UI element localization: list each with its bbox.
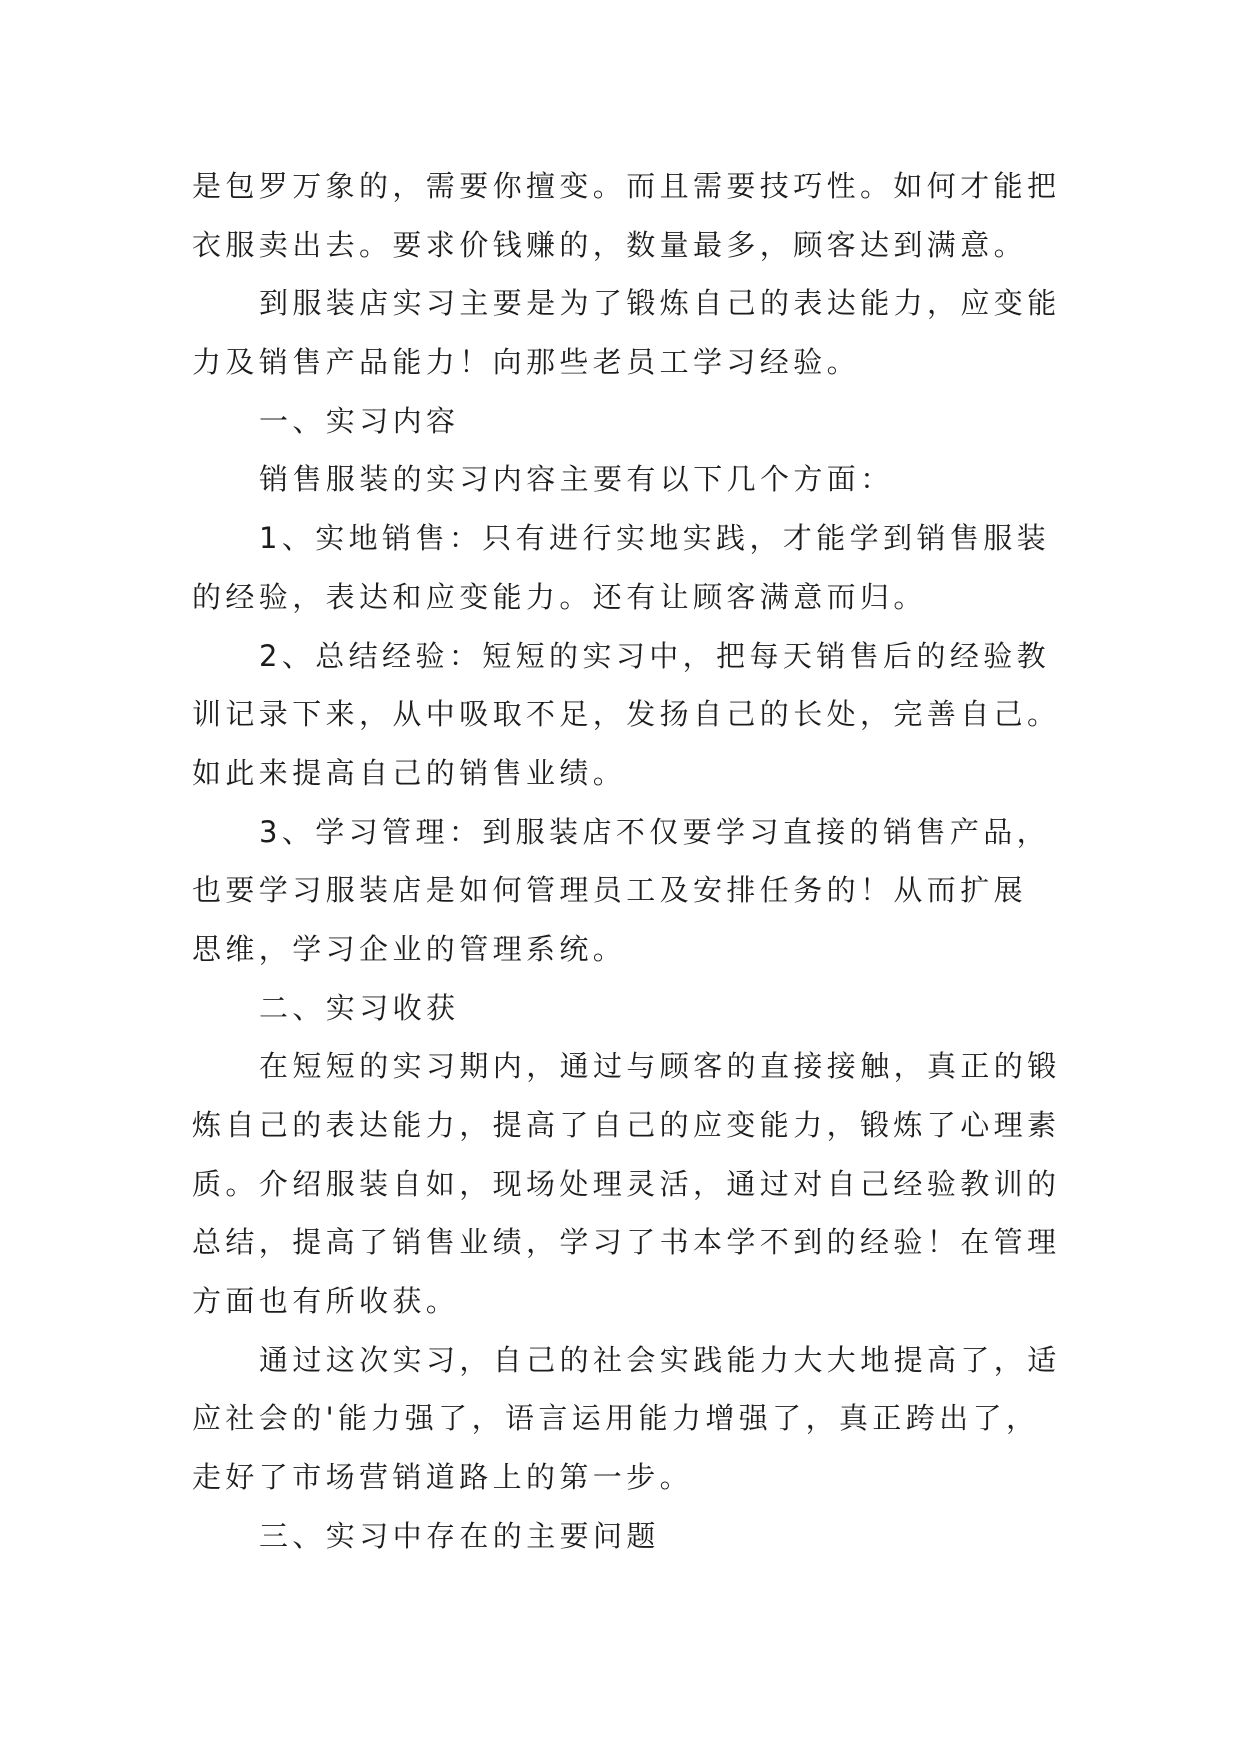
text-line: 在短短的实习期内，通过与顾客的直接接触，真正的锻 — [259, 1049, 1061, 1084]
text-line: 应社会的'能力强了，语言运用能力增强了，真正跨出了， — [192, 1401, 1040, 1436]
heading-text: 二、实习收获 — [259, 990, 460, 1025]
list-item-1 — [192, 509, 1152, 626]
text-line: 力及销售产品能力！向那些老员工学习经验。 — [192, 345, 861, 380]
paragraph-summary — [192, 1331, 1152, 1507]
text-line: 走好了市场营销道路上的第一步。 — [192, 1460, 694, 1495]
paragraph-purpose — [192, 274, 1152, 391]
paragraph-intro-continuation — [192, 157, 1152, 274]
text-line: 销售服装的实习内容主要有以下几个方面： — [259, 462, 894, 497]
text-line: 3、学习管理：到服装店不仅要学习直接的销售产品， — [259, 814, 1051, 849]
text-line: 炼自己的表达能力，提高了自己的应变能力，锻炼了心理素 — [192, 1108, 1061, 1142]
text-line: 的经验，表达和应变能力。还有让顾客满意而归。 — [192, 579, 927, 614]
text-line: 2、总结经验：短短的实习中，把每天销售后的经验教 — [259, 638, 1051, 673]
text-line: 到服装店实习主要是为了锻炼自己的表达能力，应变能 — [259, 286, 1061, 321]
list-item-3 — [192, 803, 1152, 979]
section-heading-3 — [192, 1507, 1152, 1566]
section-heading-2 — [192, 979, 1152, 1038]
text-line: 质。介绍服装自如，现场处理灵活，通过对自己经验教训的 — [192, 1166, 1061, 1201]
text-line: 训记录下来，从中吸取不足，发扬自己的长处，完善自己。 — [192, 697, 1061, 732]
text-line: 如此来提高自己的销售业绩。 — [192, 755, 627, 790]
heading-text: 三、实习中存在的主要问题 — [259, 1518, 660, 1553]
text-line: 方面也有所收获。 — [192, 1284, 460, 1319]
heading-text: 一、实习内容 — [259, 403, 460, 438]
list-item-2 — [192, 627, 1152, 803]
paragraph-content-intro — [192, 450, 1152, 509]
text-line: 是包罗万象的，需要你擅变。而且需要技巧性。如何才能把 — [192, 169, 1061, 203]
text-line: 通过这次实习，自己的社会实践能力大大地提高了，适 — [259, 1342, 1061, 1377]
text-line: 1、实地销售：只有进行实地实践，才能学到销售服装 — [259, 521, 1051, 556]
text-line: 也要学习服装店是如何管理员工及安排任务的！从而扩展 — [192, 873, 1028, 908]
text-line: 衣服卖出去。要求价钱赚的，数量最多，顾客达到满意。 — [192, 227, 1028, 262]
text-line: 总结，提高了销售业绩，学习了书本学不到的经验！在管理 — [192, 1225, 1061, 1260]
text-line: 思维，学习企业的管理系统。 — [192, 931, 627, 966]
section-heading-1 — [192, 392, 1152, 451]
document-body — [192, 157, 1152, 1566]
paragraph-gains — [192, 1037, 1152, 1330]
